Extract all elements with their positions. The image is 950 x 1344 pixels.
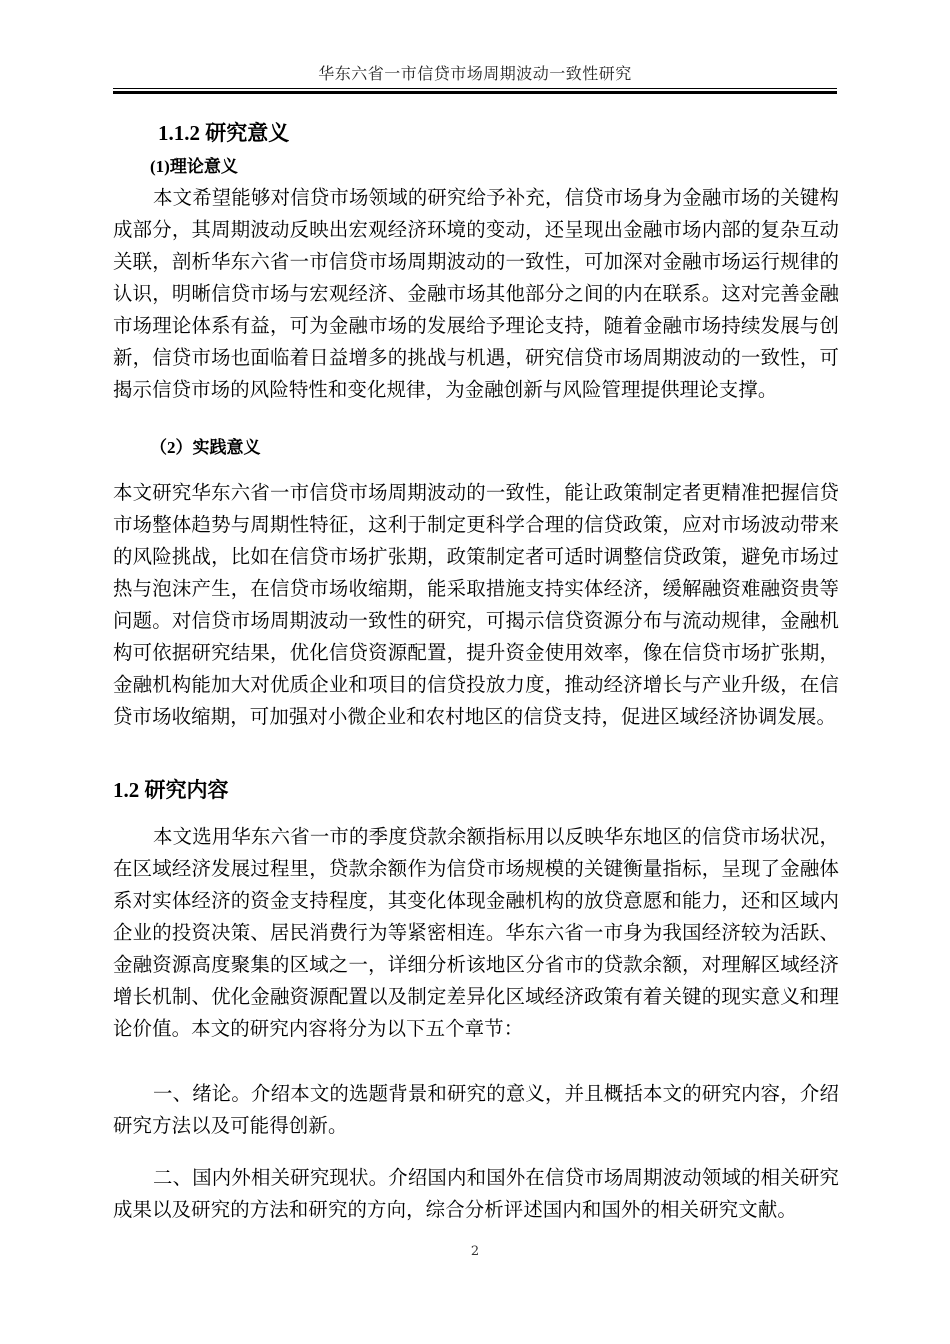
chapter-item-2: 二、国内外相关研究现状。介绍国内和国外在信贷市场周期波动领域的相关研究成果以及研究的方法和研究的方向，综合分析评述国内和国外的相关研究文献。 bbox=[113, 1166, 839, 1221]
header-rule-thick bbox=[113, 91, 837, 94]
chapter-item-1: 一、绪论。介绍本文的选题背景和研究的意义，并且概括本文的研究内容，介绍研究方法以及可能得创新。 bbox=[113, 1082, 839, 1137]
paragraph-research-content: 本文选用华东六省一市的季度贷款余额指标用以反映华东地区的信贷市场状况，在区域经济发展过程里，贷款余额作为信贷市场规模的关键衡量指标，呈现了金融体系对实体经济的资金支持程度，其变化体现金融机构的放贷意愿和能力，还和区域内企业的投资决策、居民消费行为等紧密相连。华东六省一市身为我国经济较为活跃、金融资源高度聚集的区域之一，详细分析该地区分省市的贷款余额，对理解区域经济增长机制、优化金融资源配置以及制定差异化区域经济政策有着关键的现实意义和理论价值。本文的研究内容将分为以下五个章节： bbox=[113, 825, 839, 1040]
running-header-title: 华东六省一市信贷市场周期波动一致性研究 bbox=[318, 64, 632, 83]
section-heading-1-1-2: 1.1.2 研究意义 bbox=[158, 121, 290, 145]
paragraph-theory: 本文希望能够对信贷市场领域的研究给予补充，信贷市场身为金融市场的关键构成部分，其周期波动反映出宏观经济环境的变动，还呈现出金融市场内部的复杂互动关联，剖析华东六省一市信贷市场周期波动的一致性，可加深对金融市场运行规律的认识，明晰信贷市场与宏观经济、金融市场其他部分之间的内在联系。这对完善金融市场理论体系有益，可为金融市场的发展给予理论支持，随着金融市场持续发展与创新，信贷市场也面临着日益增多的挑战与机遇，研究信贷市场周期波动的一致性，可揭示信贷市场的风险特性和变化规律，为金融创新与风险管理提供理论支撑。 bbox=[113, 186, 839, 401]
section-heading-1-2: 1.2 研究内容 bbox=[113, 778, 229, 802]
page-number: 2 bbox=[470, 1244, 480, 1259]
subheading-practice: （2）实践意义 bbox=[150, 438, 261, 457]
subheading-theory: (1)理论意义 bbox=[150, 157, 238, 176]
paragraph-practice: 本文研究华东六省一市信贷市场周期波动的一致性，能让政策制定者更精准把握信贷市场整体趋势与周期性特征，这利于制定更科学合理的信贷政策，应对市场波动带来的风险挑战，比如在信贷市场扩张期，政策制定者可适时调整信贷政策，避免市场过热与泡沫产生，在信贷市场收缩期，能采取措施支持实体经济，缓解融资难融资贵等问题。对信贷市场周期波动一致性的研究，可揭示信贷资源分布与流动规律，金融机构可依据研究结果，优化信贷资源配置，提升资金使用效率，像在信贷市场扩张期，金融机构能加大对优质企业和项目的信贷投放力度，推动经济增长与产业升级，在信贷市场收缩期，可加强对小微企业和农村地区的信贷支持，促进区域经济协调发展。 bbox=[113, 481, 839, 728]
header-rule-thin bbox=[113, 88, 837, 89]
